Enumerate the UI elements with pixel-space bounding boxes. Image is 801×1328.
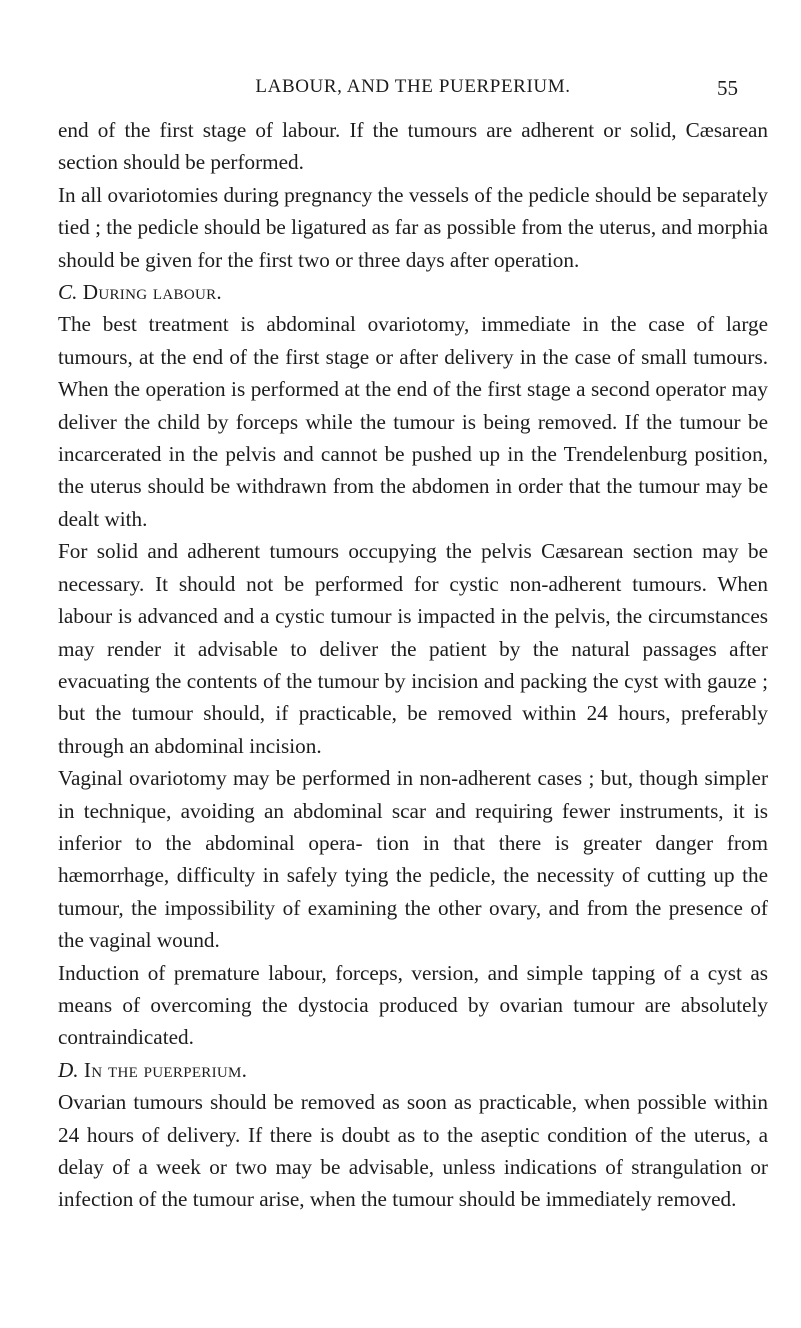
paragraph: Ovarian tumours should be removed as soon as practicable, when possible within 24 hours of delivery. If there is doubt as to the aseptic condition of the uterus, a delay of a week or two may be advisable, unless indications of strangulation or infection of the tumour arise, when the tumour should be immediately removed. — [58, 1090, 768, 1212]
paragraph: For solid and adherent tumours occupying the pelvis Cæsarean section may be necessary. It should not be performed for cystic non-adherent tumours. When labour is advanced and a cystic tumour is impacted in the pelvis, the circumstances may render it advisable to deliver the patient by the natural passages after evacuating the contents of the tumour by incision and packing the cyst with gauze ; but the tumour should, if practicable, be removed within 24 hours, preferably through an abdominal incision. — [58, 539, 768, 758]
body-text — [58, 114, 768, 1216]
section-letter: D. — [58, 1057, 79, 1082]
section-heading-d — [58, 1054, 768, 1086]
paragraph: Vaginal ovariotomy may be performed in non-adherent cases ; but, though simpler in technique, avoiding an abdominal scar and requiring fewer instruments, it is inferior to the abdominal opera- tion in that there is greater danger from hæmorrhage, difficulty in safely tying the pedicle, the necessity of cutting up the tumour, the impossibility of examining the other ovary, and from the presence of the vaginal wound. — [58, 766, 768, 953]
running-head — [58, 76, 768, 106]
paragraph: In all ovariotomies during pregnancy the vessels of the pedicle should be separately tied ; the pedicle should be ligatured as far as possible from the uterus, and morphia should be given for the first two or three days after operation. — [58, 182, 768, 272]
running-title: LABOUR, AND THE PUERPERIUM. — [255, 76, 571, 97]
paragraph: end of the first stage of labour. If the tumours are adherent or solid, Cæsarean section should be performed. — [58, 118, 768, 175]
section-title: In the puerperium. — [83, 1057, 248, 1082]
section-letter: C. — [58, 280, 78, 305]
paragraph: The best treatment is abdominal ovariotomy, immediate in the case of large tumours, at the end of the first stage or after delivery in the case of small tumours. When the operation is performed at the end of the first stage a second operator may deliver the child by forceps while the tumour is being removed. If the tumour be incarcerated in the pelvis and cannot be pushed up in the Trendelenburg position, the uterus should be withdrawn from the abdomen in order that the tumour may be dealt with. — [58, 312, 768, 531]
paragraph: Induction of premature labour, forceps, version, and simple tapping of a cyst as means of overcoming the dystocia produced by ovarian tumour are absolutely contraindicated. — [58, 960, 768, 1050]
section-heading-c — [58, 276, 768, 308]
page-number: 55 — [717, 76, 738, 100]
section-title: During labour. — [82, 280, 222, 305]
